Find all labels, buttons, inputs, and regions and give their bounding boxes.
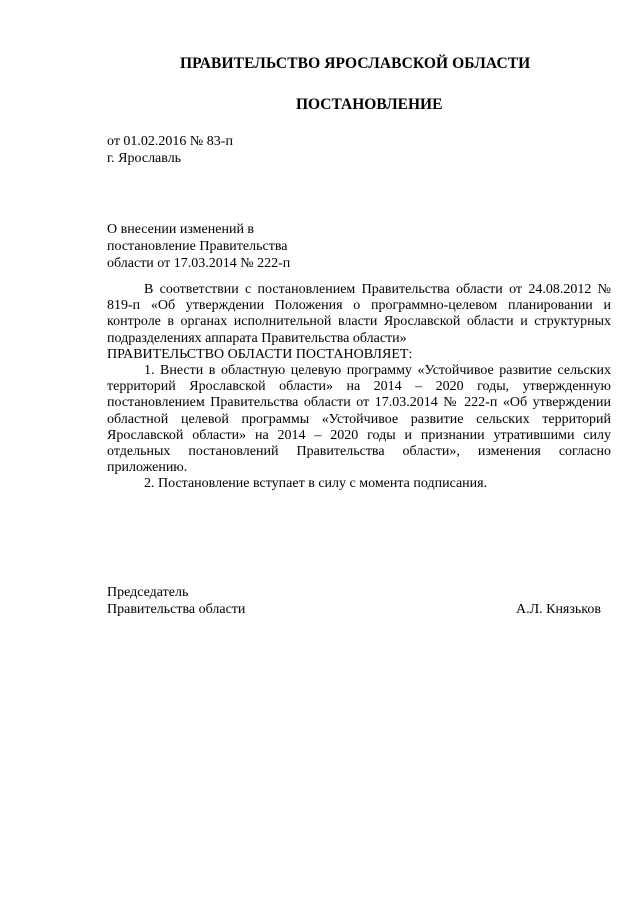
signature-block — [107, 584, 611, 618]
preamble-paragraph: В соответствии с постановлением Правительства области от 24.08.2012 № 819-п «Об утверждении Положения о программно-целевом планировании и контроле в органах исполнительной власти Ярославской области и структурных подразделениях аппарата Правительства области» — [107, 282, 611, 346]
signatory-name: А.Л. Князьков — [516, 602, 601, 617]
city-line: г. Ярославль — [107, 151, 182, 166]
subject-line-3: области от 17.03.2014 № 222-п — [107, 256, 291, 271]
document-type-heading: ПОСТАНОВЛЕНИЕ — [296, 96, 443, 113]
document-body — [107, 282, 611, 493]
signatory-title-line-2: Правительства области — [107, 602, 246, 617]
signature-row — [107, 601, 611, 618]
signatory-title-line-1: Председатель — [107, 585, 189, 600]
resolves-paragraph: ПРАВИТЕЛЬСТВО ОБЛАСТИ ПОСТАНОВЛЯЕТ: — [107, 346, 413, 362]
subject-line-2: постановление Правительства — [107, 239, 288, 254]
item-1-paragraph: 1. Внести в областную целевую программу «Устойчивое развитие сельских территорий Ярославской области» на 2014 – 2020 годы, утвержденную постановлением Правительства области от 17.03.2014 № 222-п «Об утверждении областной целевой программы «Устойчивое развитие сельских территорий Ярославской области» на 2014 – 2020 годы и признании утратившими силу отдельных постановлений Правительства области», изменения согласно приложению. — [107, 363, 611, 476]
item-2-paragraph: 2. Постановление вступает в силу с момента подписания. — [144, 476, 488, 492]
date-number-line: от 01.02.2016 № 83-п — [107, 134, 233, 149]
document-meta — [107, 133, 233, 167]
subject-line-1: О внесении изменений в — [107, 222, 255, 237]
government-title: ПРАВИТЕЛЬСТВО ЯРОСЛАВСКОЙ ОБЛАСТИ — [180, 55, 531, 72]
document-subject — [107, 221, 290, 272]
